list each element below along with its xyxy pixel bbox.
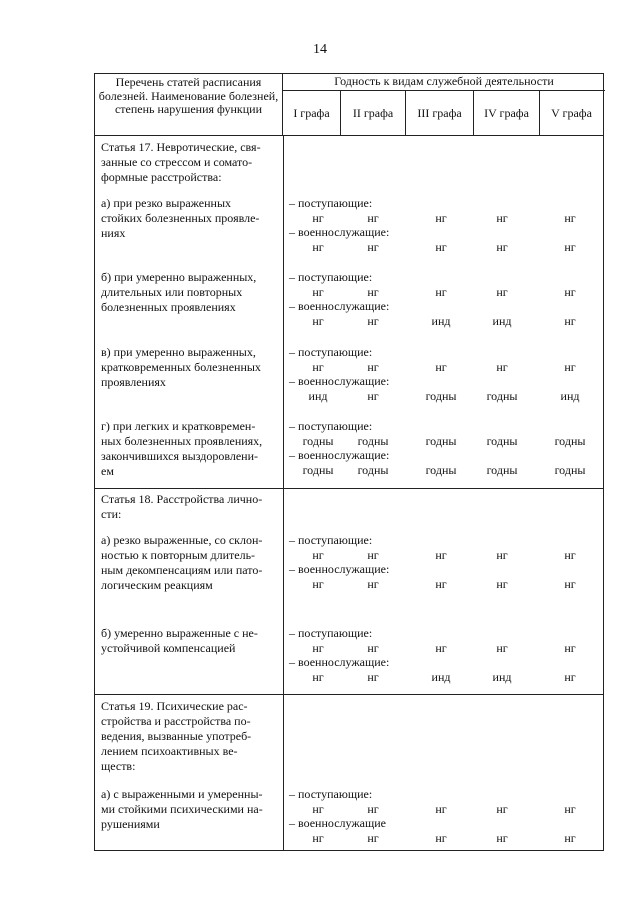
fitness-value: нг <box>367 801 379 816</box>
fitness-value: нг <box>496 547 508 562</box>
fitness-value: нг <box>367 547 379 562</box>
fitness-value: нг <box>435 240 447 255</box>
header-disease-list: Перечень статей расписания болезней. Наименование болезней, степень нарушения функции <box>95 74 283 136</box>
fitness-value: годны <box>425 389 457 404</box>
fitness-value: инд <box>431 670 451 685</box>
fitness-value: нг <box>367 314 379 329</box>
fitness-value: нг <box>435 831 447 846</box>
category-label: – поступающие: <box>289 270 373 284</box>
article-title: Статья 19. Психические рас- стройства и расстройства по- ведения, вызванные употреб- лением психоактивных ве- ществ: <box>101 699 252 773</box>
category-label: – военнослужащие: <box>289 655 390 670</box>
fitness-value: нг <box>564 210 576 225</box>
fitness-value: годны <box>486 433 518 448</box>
column-header-4: IV графа <box>474 91 540 136</box>
fitness-value: нг <box>496 640 508 655</box>
fitness-value: нг <box>367 831 379 846</box>
category-label: – поступающие: <box>289 345 373 359</box>
fitness-value: нг <box>312 547 324 562</box>
fitness-value: годны <box>302 463 334 478</box>
category-label: – военнослужащие: <box>289 225 390 240</box>
category-label: – поступающие: <box>289 419 373 433</box>
fitness-value: годны <box>302 433 334 448</box>
fitness-value: годны <box>486 463 518 478</box>
fitness-value: нг <box>564 831 576 846</box>
fitness-value: нг <box>312 577 324 592</box>
column-header-2: II графа <box>341 91 406 136</box>
fitness-value: нг <box>496 359 508 374</box>
article-title: Статья 18. Расстройства лично- сти: <box>101 492 263 521</box>
item-text: г) при легких и кратковремен- ных болезненных проявлениях, закончившихся выздоровлени- ем <box>101 419 263 478</box>
item-text: а) при резко выраженных стойких болезненных проявле- ниях <box>101 196 260 240</box>
fitness-value: нг <box>435 577 447 592</box>
fitness-value: нг <box>312 801 324 816</box>
category-label: – военнослужащие: <box>289 562 390 577</box>
fitness-value: нг <box>312 240 324 255</box>
fitness-value: нг <box>312 831 324 846</box>
fitness-value: нг <box>312 670 324 685</box>
fitness-value: нг <box>435 284 447 299</box>
fitness-value: нг <box>312 359 324 374</box>
fitness-table <box>94 73 604 851</box>
fitness-value: годны <box>357 433 389 448</box>
fitness-value: нг <box>564 670 576 685</box>
fitness-value: нг <box>435 210 447 225</box>
fitness-value: нг <box>564 359 576 374</box>
fitness-value: годны <box>486 389 518 404</box>
page-number: 14 <box>313 42 327 57</box>
fitness-value: нг <box>312 210 324 225</box>
column-header-3: III графа <box>406 91 474 136</box>
section-divider <box>95 488 603 489</box>
fitness-value: нг <box>367 284 379 299</box>
fitness-value: инд <box>492 670 512 685</box>
fitness-value: нг <box>564 801 576 816</box>
fitness-value: нг <box>564 240 576 255</box>
fitness-value: инд <box>431 314 451 329</box>
fitness-value: нг <box>312 314 324 329</box>
fitness-value: нг <box>564 577 576 592</box>
category-label: – военнослужащие: <box>289 299 390 314</box>
fitness-value: годны <box>554 463 586 478</box>
fitness-value: нг <box>435 547 447 562</box>
fitness-value: нг <box>367 240 379 255</box>
fitness-value: инд <box>492 314 512 329</box>
fitness-value: нг <box>312 640 324 655</box>
item-text: в) при умеренно выраженных, кратковременных болезненных проявлениях <box>101 345 261 389</box>
article-title: Статья 17. Невротические, свя- занные со стрессом и сомато- формные расстройства: <box>101 140 261 184</box>
fitness-value: нг <box>367 389 379 404</box>
fitness-value: нг <box>367 577 379 592</box>
column-header-1: I графа <box>283 91 341 136</box>
fitness-value: нг <box>564 547 576 562</box>
fitness-value: нг <box>564 314 576 329</box>
fitness-value: годны <box>425 433 457 448</box>
fitness-value: инд <box>560 389 580 404</box>
fitness-value: нг <box>564 640 576 655</box>
column-divider <box>283 136 284 850</box>
fitness-value: нг <box>496 284 508 299</box>
fitness-value: нг <box>367 359 379 374</box>
fitness-value: нг <box>312 284 324 299</box>
fitness-value: нг <box>367 210 379 225</box>
category-label: – военнослужащие: <box>289 374 390 389</box>
fitness-value: нг <box>435 801 447 816</box>
fitness-value: нг <box>367 640 379 655</box>
fitness-value: нг <box>496 240 508 255</box>
category-label: – поступающие: <box>289 626 373 640</box>
category-label: – военнослужащие: <box>289 448 390 463</box>
category-label: – поступающие: <box>289 787 373 801</box>
fitness-value: нг <box>496 577 508 592</box>
fitness-value: годны <box>554 433 586 448</box>
fitness-value: нг <box>496 210 508 225</box>
fitness-value: инд <box>308 389 328 404</box>
fitness-value: нг <box>367 670 379 685</box>
category-label: – поступающие: <box>289 196 373 210</box>
item-text: б) умеренно выраженные с не- устойчивой компенсацией <box>101 626 258 655</box>
fitness-value: годны <box>357 463 389 478</box>
header-fitness: Годность к видам служебной деятельности <box>283 74 605 91</box>
fitness-value: нг <box>496 831 508 846</box>
fitness-value: нг <box>496 801 508 816</box>
item-text: а) с выраженными и умеренны- ми стойкими психическими на- рушениями <box>101 787 263 831</box>
fitness-value: нг <box>435 640 447 655</box>
item-text: а) резко выраженные, со склон- ностью к повторным длитель- ным декомпенсациям или пато- логическим реакциям <box>101 533 263 592</box>
category-label: – военнослужащие <box>289 816 386 831</box>
section-divider <box>95 694 603 695</box>
category-label: – поступающие: <box>289 533 373 547</box>
fitness-value: нг <box>564 284 576 299</box>
column-header-5: V графа <box>540 91 603 136</box>
fitness-value: нг <box>435 359 447 374</box>
fitness-value: годны <box>425 463 457 478</box>
item-text: б) при умеренно выраженных, длительных или повторных болезненных проявлениях <box>101 270 257 314</box>
